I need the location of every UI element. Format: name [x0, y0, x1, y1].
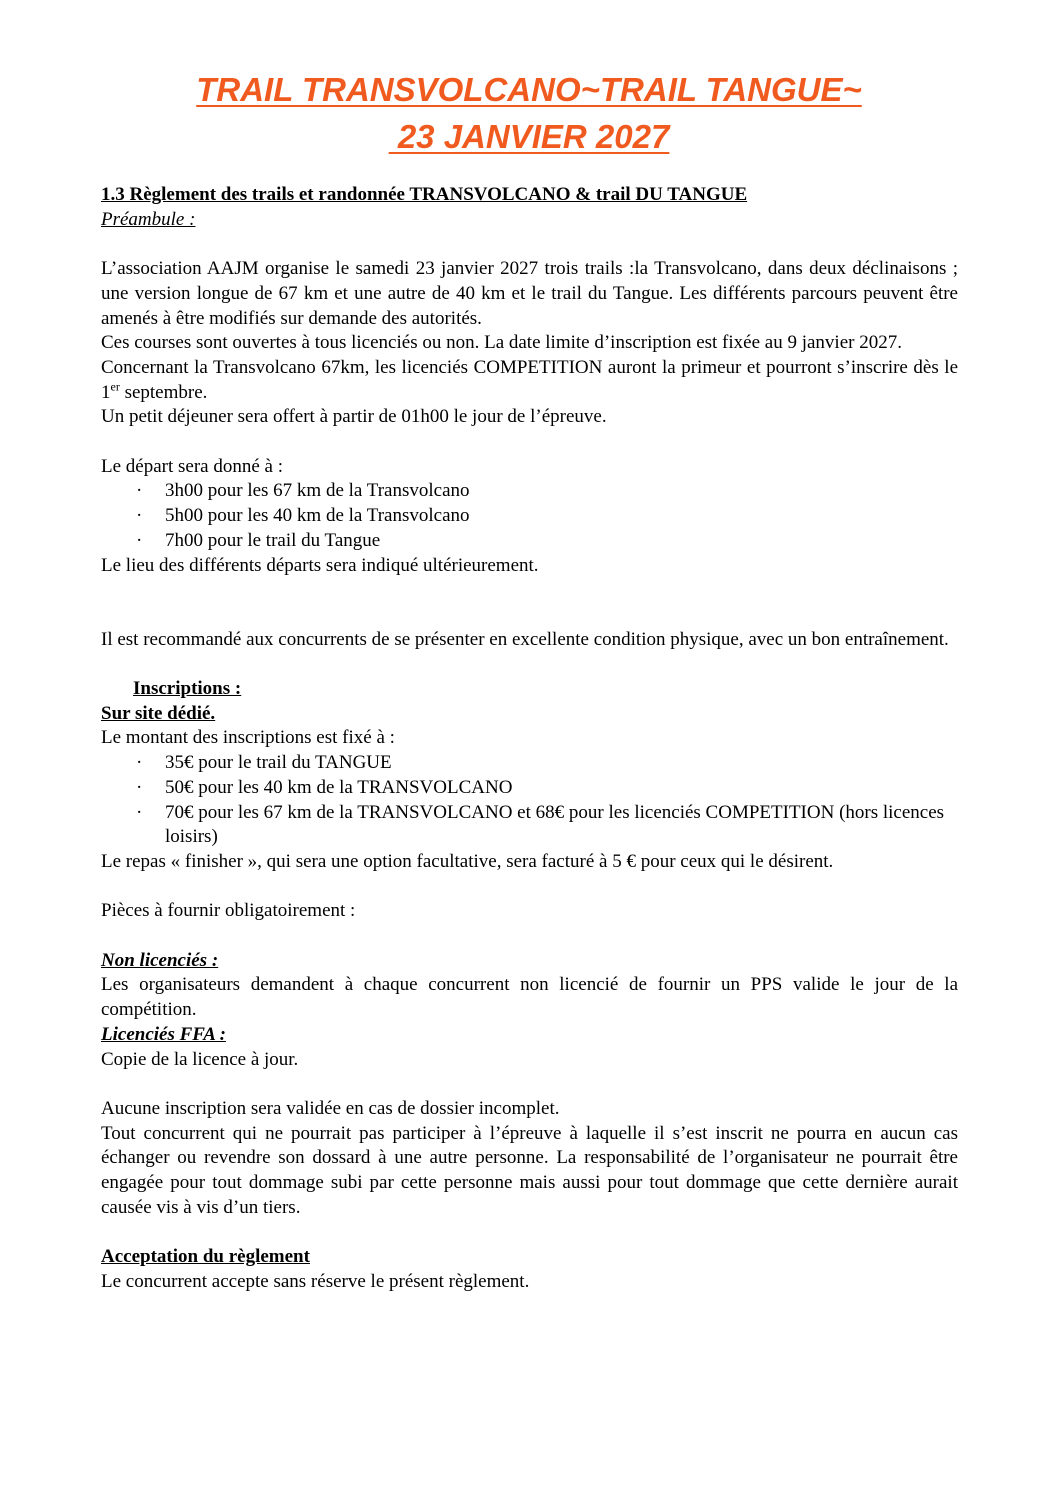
ffa-heading: Licenciés FFA : [101, 1023, 226, 1045]
documents-label: Pièces à fournir obligatoirement : [101, 900, 356, 922]
bullet-icon: · [136, 505, 143, 527]
rules-paragraph-1: Aucune inscription sera validée en cas de dossier incomplet. [101, 1097, 560, 1119]
bullet-icon: · [136, 529, 143, 551]
acceptance-text: Le concurrent accepte sans réserve le présent règlement. [101, 1270, 530, 1292]
intro-paragraph-4: Un petit déjeuner sera offert à partir de 01h00 le jour de l’épreuve. [101, 406, 607, 428]
bullet-icon: · [136, 480, 143, 502]
document-body [101, 183, 958, 1295]
non-licensed-heading: Non licenciés : [101, 949, 219, 971]
list-item: · 7h00 pour le trail du Tangue [101, 529, 958, 554]
intro-paragraph-3: Concernant la Transvolcano 67km, les licenciés COMPETITION auront la primeur et pourront s’inscrire dès le 1er septembre. [101, 356, 958, 403]
intro-paragraph-2: Ces courses sont ouvertes à tous licenciés ou non. La date limite d’inscription est fixée au 9 janvier 2027. [101, 332, 902, 354]
fee-label: Le montant des inscriptions est fixé à : [101, 727, 395, 749]
fees-list [101, 751, 958, 850]
preamble-label: Préambule : [101, 208, 196, 230]
intro-paragraph-1: L’association AAJM organise le samedi 23 janvier 2027 trois trails :la Transvolcano, dans deux déclinaisons ; une version longue de 67 km et une autre de 40 km et le trail du Tangue. Les différents parcours peuvent être amenés à être modifiés sur demande des autorités. [101, 258, 958, 329]
bullet-icon: · [136, 801, 143, 823]
rules-paragraph-2: Tout concurrent qui ne pourrait pas participer à l’épreuve à laquelle il s’est inscrit ne pourra en aucun cas échanger ou revendre son dossard à une autre personne. La responsabilité de l’organisateur ne pourrait être engagée pour tout dommage subi par cette personne mais aussi pour tout dommage que cette dernière aurait causée vis à vis d’un tiers. [101, 1122, 958, 1218]
departures-note: Le lieu des différents départs sera indiqué ultérieurement. [101, 554, 539, 576]
meal-note: Le repas « finisher », qui sera une option facultative, sera facturé à 5 € pour ceux qui le désirent. [101, 850, 834, 872]
ffa-text: Copie de la licence à jour. [101, 1048, 299, 1070]
title-line-2: 23 JANVIER 2027 [388, 118, 670, 155]
departures-label: Le départ sera donné à : [101, 455, 283, 477]
list-item: · 35€ pour le trail du TANGUE [101, 751, 958, 776]
section-heading: 1.3 Règlement des trails et randonnée TRANSVOLCANO & trail DU TANGUE [101, 184, 748, 205]
non-licensed-text: Les organisateurs demandent à chaque concurrent non licencié de fournir un PPS valide le jour de la compétition. [101, 974, 958, 1021]
list-item: · 70€ pour les 67 km de la TRANSVOLCANO et 68€ pour les licenciés COMPETITION (hors licences loisirs) [136, 801, 945, 848]
list-item: · 3h00 pour les 67 km de la Transvolcano [101, 479, 958, 504]
inscriptions-subheading: Sur site dédié. [101, 702, 216, 724]
inscriptions-heading: Inscriptions : [133, 678, 242, 699]
departures-list [101, 479, 958, 553]
acceptance-heading: Acceptation du règlement [101, 1246, 310, 1268]
recommendation: Il est recommandé aux concurrents de se présenter en excellente condition physique, avec un bon entraînement. [101, 628, 949, 650]
bullet-icon: · [136, 776, 143, 798]
bullet-icon: · [136, 752, 143, 774]
list-item: · 50€ pour les 40 km de la TRANSVOLCANO [101, 776, 958, 801]
title-line-1: TRAIL TRANSVOLCANO~TRAIL TANGUE~ [196, 71, 862, 108]
list-item: · 5h00 pour les 40 km de la Transvolcano [101, 504, 958, 529]
